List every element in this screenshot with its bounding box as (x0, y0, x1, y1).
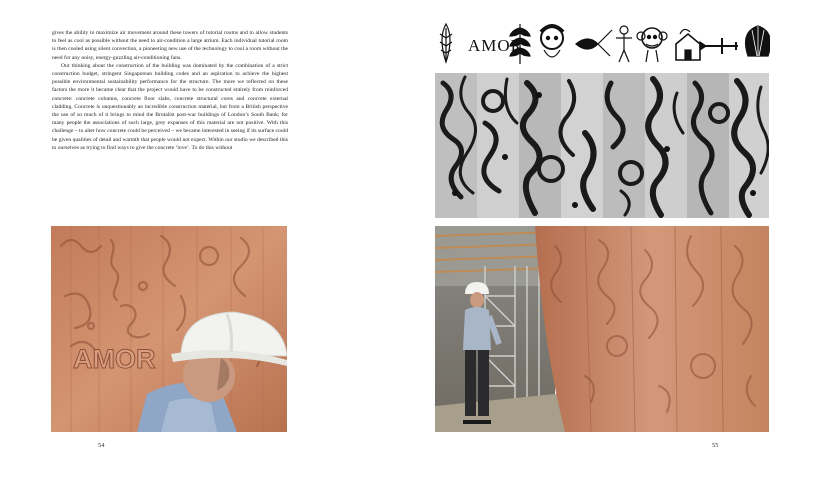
page-number-right: 55 (712, 442, 719, 449)
paragraph-1: gives the ability to maximize air movement around these towers of tutorial rooms and to allow students to feel as cool as possible without the need to air-condition a large atrium. Each individual tutorial room is then cooled using silent convection, a pioneering new use of the technology to cool a room without the need for any noisy, energy-guzzling air-conditioning fans. (52, 30, 288, 61)
photo-site-wall (435, 226, 769, 432)
photo-site-wall-image (435, 226, 769, 432)
motif-strip-graphic (436, 20, 770, 66)
right-page (410, 0, 820, 478)
relief-pattern-collage-image (435, 73, 769, 218)
motif-strip (436, 20, 770, 66)
paragraph-2: Our thinking about the construction of the building was dominated by the combination of a strict construction budget, stringent Singaporean building codes and an aspiration to achieve the highest possible environmental sustainability performance for the structure. The more we reflected on these factors the more it became clear that the project would have to be constructed entirely from reinforced concrete: concrete columns, concrete floor slabs, concrete structural cores and concrete external cladding. Concrete is unquestionably an incredible construction material, but from a British perspective the use of so much of it brings to mind the Brutalist post-war buildings of London’s South Bank; for many people the associations of such large, grey expanses of this material are not positive. With this challenge – to alter how concrete could be perceived – we became interested in seeing if its surface could be given qualities of detail and warmth that people would not expect. Within our studio we described this to ourselves as trying to find ways to give the concrete ‘love’. To do this without (52, 62, 288, 151)
relief-amor-word: AMOR (73, 344, 156, 374)
photo-worker-closeup-image (51, 226, 287, 432)
motif-amor-word: AMOR (468, 36, 524, 55)
page-number-left: 54 (98, 442, 105, 449)
image-relief-pattern-collage (435, 73, 769, 218)
body-text (52, 29, 288, 152)
photo-worker-closeup (51, 226, 287, 432)
